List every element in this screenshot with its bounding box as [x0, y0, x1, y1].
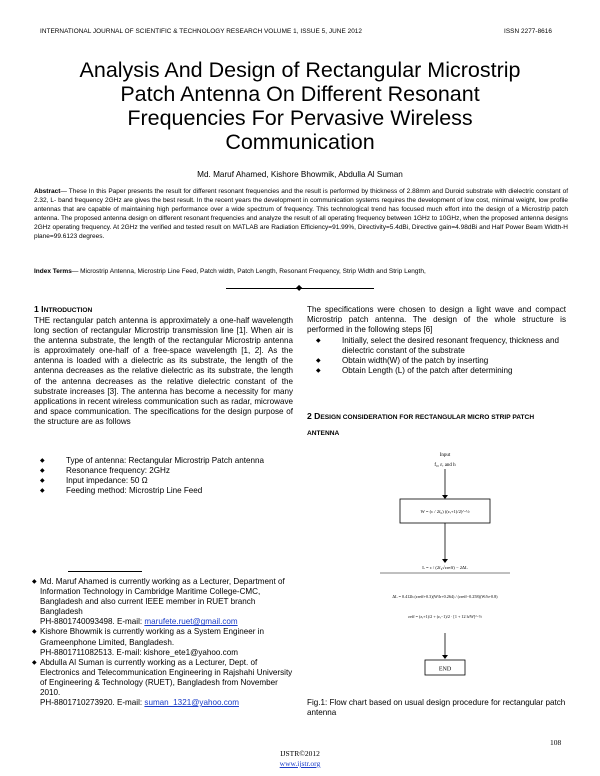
footnote-rule: [68, 571, 142, 572]
list-item: ◆ Feeding method: Microstrip Line Feed: [40, 486, 203, 496]
flowchart: [360, 450, 530, 678]
section-2-heading: [307, 409, 567, 441]
abstract-label: Abstract: [34, 188, 61, 195]
footnote-item: ◆ Abdulla Al Suman is currently working as a Lecturer, Dept. of Electronics and Telecommunication Engineering in Rajshahi University of Engineering & Technology (RUET), Bangladesh from November 2010. PH-8801710273920. E-mail: suman_1321@yahoo.com: [32, 657, 293, 708]
arrowhead-icon: [442, 495, 448, 499]
page-number: 108: [550, 738, 562, 747]
paper-title: [40, 58, 560, 154]
section-rest: NTRODUCTION: [43, 307, 93, 314]
footnote-item: ◆ Kishore Bhowmik is currently working as a System Engineer in Grameenphone Limited, Bangladesh. PH-8801711082513. E-mail: kishore_ete1@yahoo.com: [32, 627, 265, 657]
eps-eff-equation: εeff = (εᵣ+1)/2 + (εᵣ−1)/2 · [1 + 12 h/W]^-½: [408, 614, 482, 619]
section-number: 1: [34, 304, 39, 314]
bullet-diamond-icon: ◆: [40, 468, 45, 475]
list-item: ◆ Type of antenna: Rectangular Microstrip Patch antenna: [40, 456, 264, 465]
input-label: Input: [439, 453, 451, 458]
input-node: [434, 453, 456, 468]
authors: Md. Maruf Ahamed, Kishore Bhowmik, Abdulla Al Suman: [197, 170, 403, 179]
design-steps: [316, 336, 566, 376]
arrowhead-icon: [442, 655, 448, 659]
email-link[interactable]: suman_1321@yahoo.com: [144, 698, 239, 708]
index-terms-text: — Microstrip Antenna, Microstrip Line Feed, Patch width, Patch Length, Resonant Frequency, Strip Width and Strip Length,: [71, 268, 426, 275]
divider-diamond-icon: ◆: [296, 283, 303, 292]
abstract: [34, 188, 568, 241]
issn-header: ISSN 2277-8616: [504, 28, 552, 35]
index-terms: [34, 268, 568, 277]
figure-caption: Fig.1: Flow chart based on usual design procedure for rectangular patch antenna: [307, 698, 566, 718]
abstract-text: — These In this Paper presents the result for different resonant frequencies and the result is performed by thickness of 2.88mm and Duroid substrate with dielectric constant of 2.32, L- band frequency 2GHz are gives the best result. In the recent years the development in communication systems requires the development of low cost, minimal weight, low profile antennas that are capable of maintaining high performance over a wide spectrum of frequency. This technological trend has focused much effort into the design of a Microstrip patch antenna. The proposed antenna design on different resonant frequencies and analyze the result of all operating frequency between 1GHz to 10GHz, when the proposed antenna designs 2GHz operating frequency. At 2GHz the verified and tested result on MATLAB are Radiation Efficiency=91.99%, Directivity=5.4dBi, Directive gain=4.98dBi and Half Power Beam Width-H plane=99.6123 degrees.: [34, 188, 568, 240]
length-equation: L = c / (2f₀√εreff) − 2ΔL: [422, 565, 468, 570]
footer-url-container: [0, 759, 600, 768]
width-equation: W = (c / 2f₀) ((εᵣ+1)/2)^-½: [420, 509, 470, 514]
bullet-diamond-icon: ◆: [32, 659, 37, 666]
title-line: Frequencies For Pervasive Wireless: [127, 106, 473, 130]
journal-header: INTERNATIONAL JOURNAL OF SCIENTIFIC & TECHNOLOGY RESEARCH VOLUME 1, ISSUE 5, JUNE 2012: [40, 28, 363, 35]
bullet-diamond-icon: ◆: [40, 488, 45, 495]
bullet-diamond-icon: ◆: [40, 458, 45, 464]
end-label: END: [438, 666, 452, 673]
spec-list: [40, 456, 300, 496]
bullet-diamond-icon: ◆: [316, 358, 321, 365]
section-number: 2: [307, 411, 312, 421]
bullet-diamond-icon: ◆: [40, 478, 45, 485]
bullet-diamond-icon: ◆: [316, 338, 321, 344]
design-intro: The specifications were chosen to design a light wave and compact Microstrip patch antenna. The design of the whole structure is performed in the following steps [6]: [307, 305, 566, 335]
arrowhead-icon: [442, 559, 448, 563]
footnotes: [34, 577, 294, 708]
bullet-diamond-icon: ◆: [316, 368, 321, 375]
email-link[interactable]: marufete.ruet@gmail.com: [144, 617, 238, 627]
input-vars: f₀, εᵣ and h: [434, 463, 456, 468]
footnote-item: ◆ Md. Maruf Ahamed is currently working as a Lecturer, Department of Information Technology in Cambridge Maritime College-CMC, Bangladesh and also current IEEE member in RUET branch Bangladesh PH-8801740093498. E-mail: marufete.ruet@gmail.com: [32, 577, 285, 627]
index-terms-label: Index Terms: [34, 268, 72, 275]
delta-l-equation: ΔL = 0.412h (εreff+0.3)(W/h+0.264) / (εreff−0.258)(W/h+0.8): [392, 594, 498, 599]
list-item: ◆ Obtain width(W) of the patch by inserting: [316, 356, 489, 366]
section-initial: D: [314, 411, 321, 421]
list-item: ◆ Resonance frequency: 2GHz: [40, 466, 170, 476]
bullet-diamond-icon: ◆: [32, 629, 37, 636]
email-text: kishore_ete1@yahoo.com: [143, 647, 238, 657]
title-line: Communication: [225, 130, 375, 154]
footer-org: IJSTR©2012: [280, 749, 320, 758]
section-1-heading: [34, 304, 92, 314]
list-item: ◆ Initially, select the desired resonant frequency, thickness and dielectric constant of the substrate: [316, 336, 560, 356]
title-line: Patch Antenna On Different Resonant: [120, 82, 480, 106]
section-rest: ESIGN CONSIDERATION FOR RECTANGULAR MICRO STRIP PATCH ANTENNA: [307, 414, 535, 437]
footer-url-link[interactable]: www.ijstr.org: [279, 759, 321, 768]
list-item: ◆ Obtain Length (L) of the patch after determining: [316, 366, 513, 376]
list-item: ◆ Input impedance: 50 Ω: [40, 476, 148, 486]
title-line: Analysis And Design of Rectangular Microstrip: [79, 58, 521, 82]
section-initial: I: [41, 304, 44, 314]
section-1-body: THE rectangular patch antenna is approximately a one-half wavelength long section of rectangular Microstrip transmission line [1]. When air is the antenna substrate, the length of the rectangular Microstrip antenna is approximately one-half of a free-space wavelength [1, 2]. As the antenna is loaded with a dielectric as its substrate, the length of the antenna decreases as the relative dielectric as its substrate, the length of the antenna decreases as the relative dielectric constant of the substrate increases [3]. The antenna has become a necessity for many applications in recent wireless communication such as radar, microwave and space communication. The specifications for the design purpose of the structure are as follows: [34, 316, 293, 426]
bullet-diamond-icon: ◆: [32, 579, 37, 585]
